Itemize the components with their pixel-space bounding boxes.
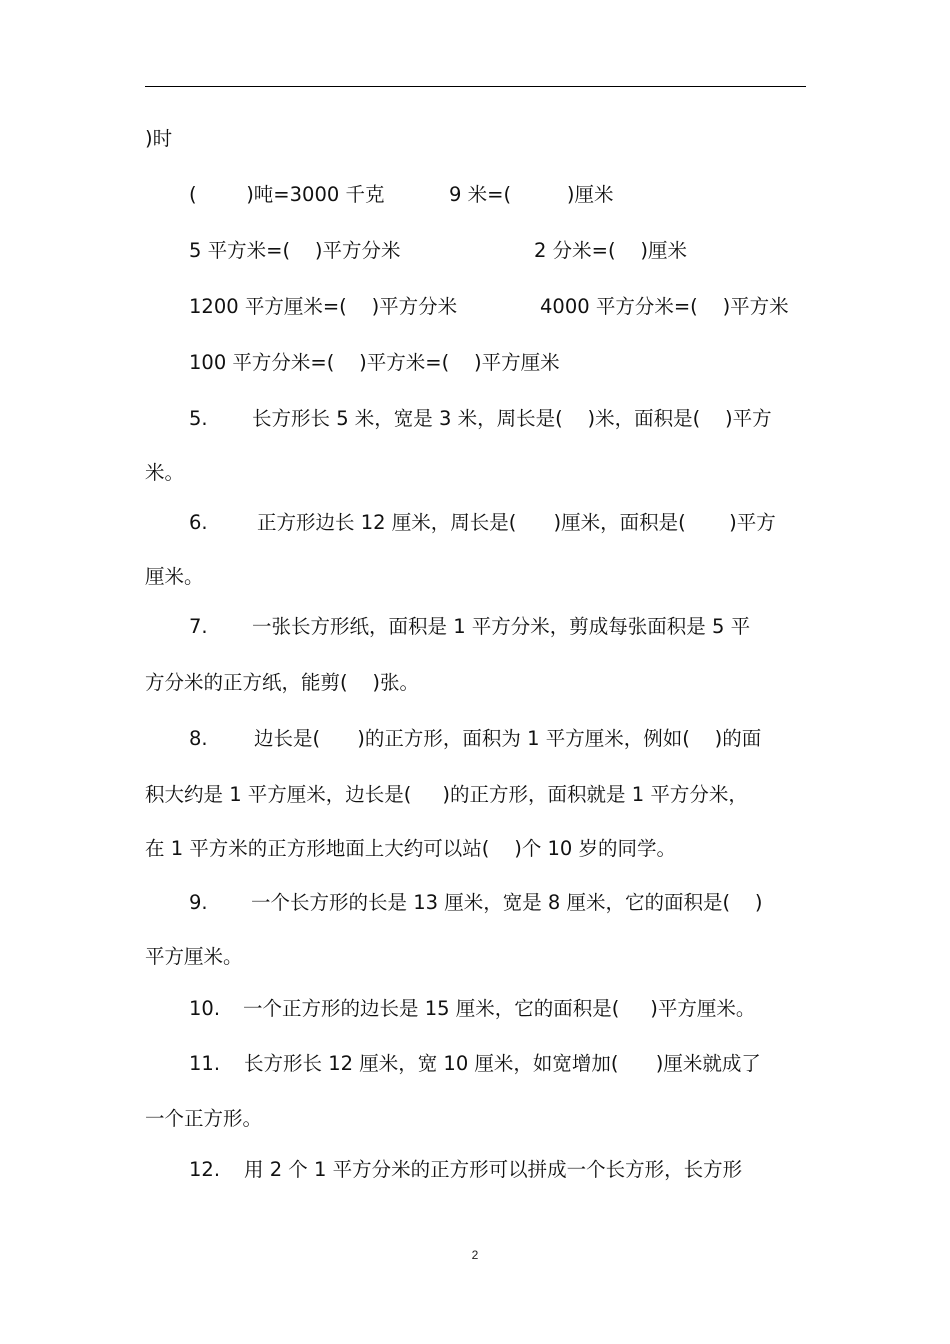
question-text: 长方形长 12 厘米，宽 10 厘米，如宽增加( )厘米就成了	[244, 1052, 761, 1075]
conversion-row-2	[189, 237, 806, 265]
question-text: 一个正方形的边长是 15 厘米，它的面积是( )平方厘米。	[243, 997, 756, 1020]
conversion-row-4: 100 平方分米=( )平方米=( )平方厘米	[189, 351, 560, 374]
question-number: 7.	[189, 615, 208, 638]
question-text: 用 2 个 1 平方分米的正方形可以拼成一个长方形，长方形	[244, 1158, 743, 1181]
conversion-row-1	[189, 181, 806, 209]
question-9-line-2: 平方厘米。	[145, 945, 243, 968]
question-6-line-1	[189, 509, 806, 537]
question-5-line-1	[189, 405, 806, 433]
question-11-line-1	[189, 1050, 806, 1078]
conversion-sqm-sqdm: 5 平方米=( )平方分米	[189, 239, 401, 262]
conversion-meter-cm: 9 米=( )厘米	[449, 183, 614, 206]
conversion-sqcm-sqdm: 1200 平方厘米=( )平方分米	[189, 295, 458, 318]
question-number: 11.	[189, 1052, 221, 1075]
question-8-line-2: 积大约是 1 平方厘米，边长是( )的正方形，面积就是 1 平方分米，	[145, 783, 748, 806]
question-9-line-1	[189, 889, 806, 917]
question-number: 5.	[189, 407, 208, 430]
question-text: 一张长方形纸，面积是 1 平方分米，剪成每张面积是 5 平	[252, 615, 751, 638]
question-text: 一个长方形的长是 13 厘米，宽是 8 厘米，它的面积是( )	[251, 891, 763, 914]
question-7-line-1	[189, 613, 806, 641]
question-number: 8.	[189, 727, 208, 750]
question-text: 正方形边长 12 厘米，周长是( )厘米，面积是( )平方	[257, 511, 776, 534]
conversion-sqdm-sqm: 4000 平方分米=( )平方米	[540, 295, 789, 318]
header-rule	[145, 86, 806, 87]
question-8-line-3: 在 1 平方米的正方形地面上大约可以站( )个 10 岁的同学。	[145, 837, 677, 860]
conversion-row-3	[189, 293, 806, 321]
conversion-ton: ( )吨=3000 千克	[189, 183, 385, 206]
question-10	[189, 995, 806, 1023]
question-number: 9.	[189, 891, 208, 914]
question-text: 边长是( )的正方形，面积为 1 平方厘米，例如( )的面	[254, 727, 762, 750]
question-12-line-1	[189, 1156, 806, 1184]
question-8-line-1	[189, 725, 806, 753]
question-number: 6.	[189, 511, 208, 534]
question-7-line-2: 方分米的正方纸，能剪( )张。	[145, 671, 420, 694]
question-text: 长方形长 5 米，宽是 3 米，周长是( )米，面积是( )平方	[252, 407, 772, 430]
question-number: 10.	[189, 997, 221, 1020]
line-continued: )时	[145, 127, 173, 150]
conversion-dm-cm: 2 分米=( )厘米	[534, 239, 687, 262]
question-5-line-2: 米。	[145, 461, 185, 484]
question-6-line-2: 厘米。	[145, 565, 204, 588]
page-number: 2	[471, 1248, 479, 1262]
question-11-line-2: 一个正方形。	[145, 1107, 263, 1130]
question-number: 12.	[189, 1158, 221, 1181]
